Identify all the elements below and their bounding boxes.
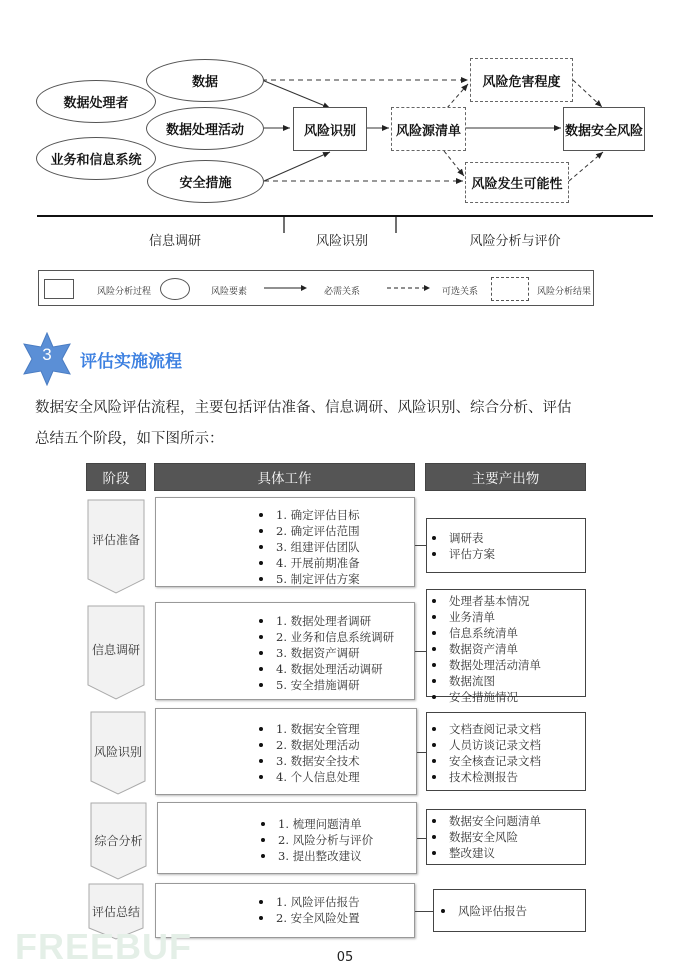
legend-dashed-arrow-icon xyxy=(387,283,431,293)
element-processing-activity: 数据处理活动 xyxy=(146,107,264,150)
connector-line xyxy=(417,752,426,753)
element-security-measures: 安全措施 xyxy=(147,160,264,203)
legend-solid-arrow-icon xyxy=(264,283,308,293)
output-item: 数据处理活动清单 xyxy=(429,657,541,673)
result-risk-source-list: 风险源清单 xyxy=(391,107,466,151)
work-item: 2. 数据处理活动 xyxy=(256,737,360,753)
work-item: 2. 风险分析与评价 xyxy=(258,832,373,848)
output-item: 文档查阅记录文档 xyxy=(429,721,541,737)
intro-paragraph-line2: 总结五个阶段，如下图所示： xyxy=(35,431,224,447)
output-item: 处理者基本情况 xyxy=(429,593,541,609)
work-item: 3. 组建评估团队 xyxy=(256,539,360,555)
work-item: 5. 安全措施调研 xyxy=(256,677,394,693)
output-box-summary xyxy=(433,889,586,932)
output-item: 安全措施情况 xyxy=(429,689,541,705)
work-item: 3. 数据安全技术 xyxy=(256,753,360,769)
stage-comprehensive-analysis: 综合分析 xyxy=(90,802,147,880)
page-number: 05 xyxy=(336,950,354,965)
work-item: 1. 风险评估报告 xyxy=(256,894,360,910)
work-item: 1. 确定评估目标 xyxy=(256,507,360,523)
result-likelihood: 风险发生可能性 xyxy=(465,162,569,203)
legend-element-label: 风险要素 xyxy=(211,287,248,297)
work-item: 1. 数据处理者调研 xyxy=(256,613,394,629)
work-box-summary xyxy=(155,883,415,938)
output-item: 数据资产清单 xyxy=(429,641,541,657)
diagram-legend xyxy=(38,270,594,306)
freebuf-watermark: FREEBUF xyxy=(15,926,192,967)
output-box-risk-identification xyxy=(426,712,586,791)
work-box-preparation xyxy=(155,497,415,587)
result-harm-degree: 风险危害程度 xyxy=(470,58,573,102)
connector-line xyxy=(417,838,426,839)
output-item: 信息系统清单 xyxy=(429,625,541,641)
output-item: 评估方案 xyxy=(429,546,495,562)
work-item: 3. 提出整改建议 xyxy=(258,848,373,864)
header-stage: 阶段 xyxy=(86,463,146,491)
work-item: 4. 开展前期准备 xyxy=(256,555,360,571)
section-number: 3 xyxy=(42,345,52,364)
phase-info-research: 信息调研 xyxy=(148,234,201,249)
output-item: 数据安全问题清单 xyxy=(429,813,541,829)
header-work: 具体工作 xyxy=(154,463,415,491)
output-box-info-research xyxy=(426,589,586,704)
phase-risk-analysis: 风险分析与评价 xyxy=(469,234,561,249)
work-item: 4. 个人信息处理 xyxy=(256,769,360,785)
work-box-risk-identification xyxy=(155,708,417,795)
legend-result-label: 风险分析结果 xyxy=(537,287,592,297)
intro-paragraph-line1: 数据安全风险评估流程，主要包括评估准备、信息调研、风险识别、综合分析、评估 xyxy=(35,400,572,416)
stage-risk-identification: 风险识别 xyxy=(90,711,146,795)
output-item: 风险评估报告 xyxy=(438,903,527,919)
legend-rect-icon xyxy=(44,279,74,299)
work-box-comprehensive-analysis xyxy=(157,802,417,874)
work-item: 5. 制定评估方案 xyxy=(256,571,360,587)
work-item: 1. 数据安全管理 xyxy=(256,721,360,737)
process-risk-identification: 风险识别 xyxy=(293,107,367,151)
output-item: 安全核查记录文档 xyxy=(429,753,541,769)
element-data-processor: 数据处理者 xyxy=(36,80,156,123)
legend-optional-label: 可选关系 xyxy=(442,287,479,297)
legend-ellipse-icon xyxy=(160,278,190,300)
stage-summary: 评估总结 xyxy=(88,883,144,940)
work-box-info-research xyxy=(155,602,415,700)
work-item: 3. 数据资产调研 xyxy=(256,645,394,661)
header-output: 主要产出物 xyxy=(425,463,586,491)
output-box-comprehensive-analysis xyxy=(426,809,586,865)
output-item: 业务清单 xyxy=(429,609,541,625)
output-item: 人员访谈记录文档 xyxy=(429,737,541,753)
work-item: 1. 梳理问题清单 xyxy=(258,816,373,832)
phase-risk-identification: 风险识别 xyxy=(315,234,368,249)
stage-preparation: 评估准备 xyxy=(87,499,145,594)
connector-line xyxy=(415,911,433,912)
connector-line xyxy=(415,651,426,652)
legend-process-label: 风险分析过程 xyxy=(97,287,152,297)
output-item: 技术检测报告 xyxy=(429,769,541,785)
result-data-security-risk: 数据安全风险 xyxy=(563,107,645,151)
output-box-preparation xyxy=(426,518,586,573)
work-item: 2. 业务和信息系统调研 xyxy=(256,629,394,645)
element-business-system: 业务和信息系统 xyxy=(36,137,156,180)
output-item: 数据流图 xyxy=(429,673,541,689)
work-item: 4. 数据处理活动调研 xyxy=(256,661,394,677)
section-title: 评估实施流程 xyxy=(80,352,182,372)
element-data: 数据 xyxy=(146,59,264,102)
connector-line xyxy=(415,545,426,546)
output-item: 整改建议 xyxy=(429,845,541,861)
output-item: 调研表 xyxy=(429,530,495,546)
work-item: 2. 确定评估范围 xyxy=(256,523,360,539)
legend-required-label: 必需关系 xyxy=(324,287,361,297)
legend-dashed-rect-icon xyxy=(491,277,529,301)
stage-info-research: 信息调研 xyxy=(87,605,145,700)
output-item: 数据安全风险 xyxy=(429,829,541,845)
work-item: 2. 安全风险处置 xyxy=(256,910,360,926)
